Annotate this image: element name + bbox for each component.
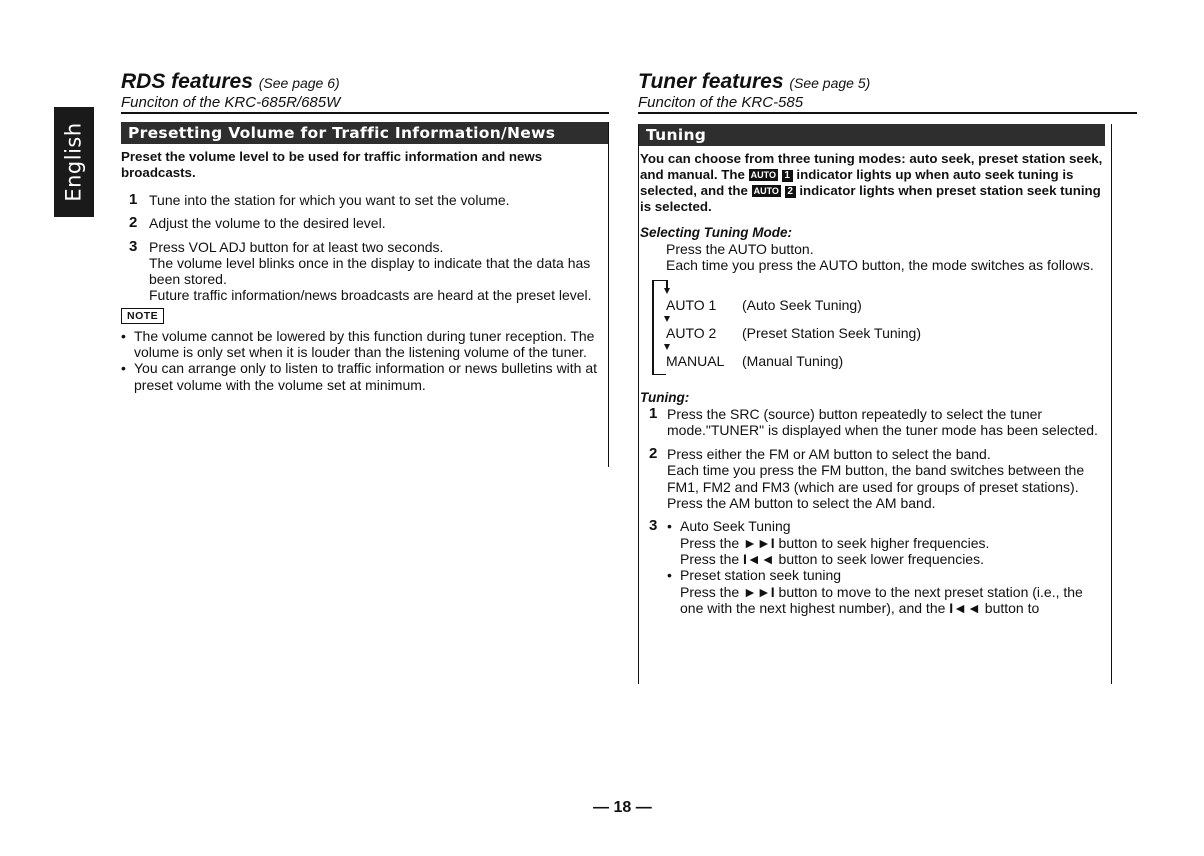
tuning-step-1 [639, 406, 1105, 439]
mode-desc: (Auto Seek Tuning) [742, 296, 862, 313]
tuner-rule [638, 112, 1137, 114]
line-text: button to [984, 599, 1040, 616]
step-text: Adjust the volume to the desired level. [149, 215, 386, 232]
mode-desc: (Manual Tuning) [742, 352, 844, 369]
line-text: button to seek higher frequencies. [778, 534, 990, 551]
step-number: 2 [129, 214, 138, 232]
step-text: Press VOL ADJ button for at least two seconds. [149, 238, 444, 255]
line-text: Press the [680, 583, 740, 600]
arrow-down-icon [664, 316, 670, 322]
tuner-bar: Tuning [639, 124, 1105, 146]
selecting-line-2: Each time you press the AUTO button, the mode switches as follows. [666, 257, 1094, 274]
mode-cycle-diagram [639, 278, 1105, 384]
language-tab [54, 107, 94, 217]
rds-step-1 [121, 192, 608, 208]
line-text: Press the [680, 550, 740, 567]
tuning-heading: Tuning: [640, 389, 690, 405]
rds-step-3 [121, 239, 608, 304]
step-detail: The volume level blinks once in the display to indicate that the data has been stored. [149, 254, 591, 288]
auto-seek-bullet [667, 518, 1105, 567]
indicator-one: 1 [782, 170, 793, 182]
rds-subtitle: Funciton of the KRC-685R/685W [121, 94, 341, 111]
line-text: Press the [680, 534, 740, 551]
language-tab-label: English [62, 122, 87, 202]
forward-skip-icon: ►►I [743, 583, 775, 600]
step-number: 3 [649, 517, 658, 535]
loop-bottom-line [652, 374, 666, 376]
tuner-title-text: Tuner features [638, 70, 784, 93]
preset-seek-bullet [667, 567, 1105, 616]
selecting-heading: Selecting Tuning Mode: [640, 225, 793, 240]
loop-left-line [652, 280, 654, 375]
tuner-box [638, 124, 1112, 684]
arrow-down-icon [664, 344, 670, 350]
intro-text: indicator lights when preset station seek tuning is selected. [640, 183, 1101, 214]
mode-auto2 [666, 324, 921, 342]
tuning-step-3 [639, 518, 1105, 616]
mode-desc: (Preset Station Seek Tuning) [742, 324, 921, 341]
rds-rule [121, 112, 609, 114]
indicator-two: 2 [785, 186, 796, 198]
line-text: button to move to the next preset station (i.e., the one with the next highest number), and the [680, 583, 1083, 616]
intro-text: indicator lights up when auto seek tuning is selected, and the [640, 167, 1074, 198]
selecting-line-1: Press the AUTO button. [666, 241, 814, 257]
auto-indicator: AUTO [753, 186, 779, 196]
step-number: 1 [649, 404, 658, 422]
tuner-subtitle: Funciton of the KRC-585 [638, 94, 804, 111]
rds-step-2 [121, 215, 608, 231]
bullet-line [680, 535, 1105, 551]
mode-name: AUTO 2 [666, 324, 717, 341]
note-item: • The volume cannot be lowered by this function during tuner reception. The volume is only set when it is louder than the listening volume of the tuner. [121, 328, 608, 361]
line-text: button to seek lower frequencies. [778, 550, 984, 567]
rds-box [121, 122, 609, 467]
step-number: 1 [129, 191, 138, 208]
step-text: Each time you press the FM button, the band switches between the FM1, FM2 and FM3 (which are used for groups of preset stations). [667, 462, 1085, 495]
step-number: 3 [129, 237, 138, 255]
rds-title-ref: (See page 6) [258, 75, 340, 91]
rds-title-text: RDS features [121, 70, 253, 93]
bullet-line [680, 584, 1105, 617]
tuner-intro [639, 151, 1105, 215]
rds-bar: Presetting Volume for Traffic Information/News [121, 122, 608, 144]
bullet-title: • Preset station seek tuning [680, 567, 842, 584]
tuner-section [638, 70, 1112, 684]
tuning-step-2 [639, 446, 1105, 511]
backward-skip-icon: I◄◄ [949, 599, 981, 616]
arrow-down-icon [664, 288, 670, 294]
loop-top-line [652, 280, 666, 282]
intro-text: You can choose from three tuning modes: auto seek, preset station seek, and manual. The [640, 151, 1103, 182]
step-text: Press the SRC (source) button repeatedly to select the tuner mode."TUNER" is displayed when the tuner mode has been selected. [667, 405, 1098, 438]
page-number: — 18 — [593, 799, 652, 816]
note-item: • You can arrange only to listen to traffic information or news bulletins with at preset volume with the volume set at minimum. [121, 360, 608, 393]
tuner-title [638, 70, 1112, 95]
step-detail: Future traffic information/news broadcasts are heard at the preset level. [149, 287, 592, 304]
loop-drop-line [666, 280, 668, 288]
step-number: 2 [649, 445, 658, 463]
tuner-title-ref: (See page 5) [789, 75, 871, 91]
step-text: Press either the FM or AM button to select the band. [667, 446, 991, 463]
bullet-line [680, 551, 1105, 567]
forward-skip-icon: ►►I [743, 534, 775, 551]
bullet-title: • Auto Seek Tuning [680, 518, 791, 535]
step-text: Press the AM button to select the AM band. [667, 495, 936, 512]
mode-auto1 [666, 296, 862, 314]
rds-title [121, 70, 609, 95]
rds-intro: Preset the volume level to be used for traffic information and news broadcasts. [121, 149, 543, 180]
mode-name: MANUAL [666, 352, 725, 369]
rds-section [121, 70, 609, 467]
note-label: NOTE [121, 308, 164, 324]
mode-manual [666, 352, 843, 370]
step-text: Tune into the station for which you want to set the volume. [149, 192, 510, 208]
auto-indicator: AUTO [750, 170, 776, 180]
backward-skip-icon: I◄◄ [743, 550, 775, 567]
mode-name: AUTO 1 [666, 296, 717, 313]
